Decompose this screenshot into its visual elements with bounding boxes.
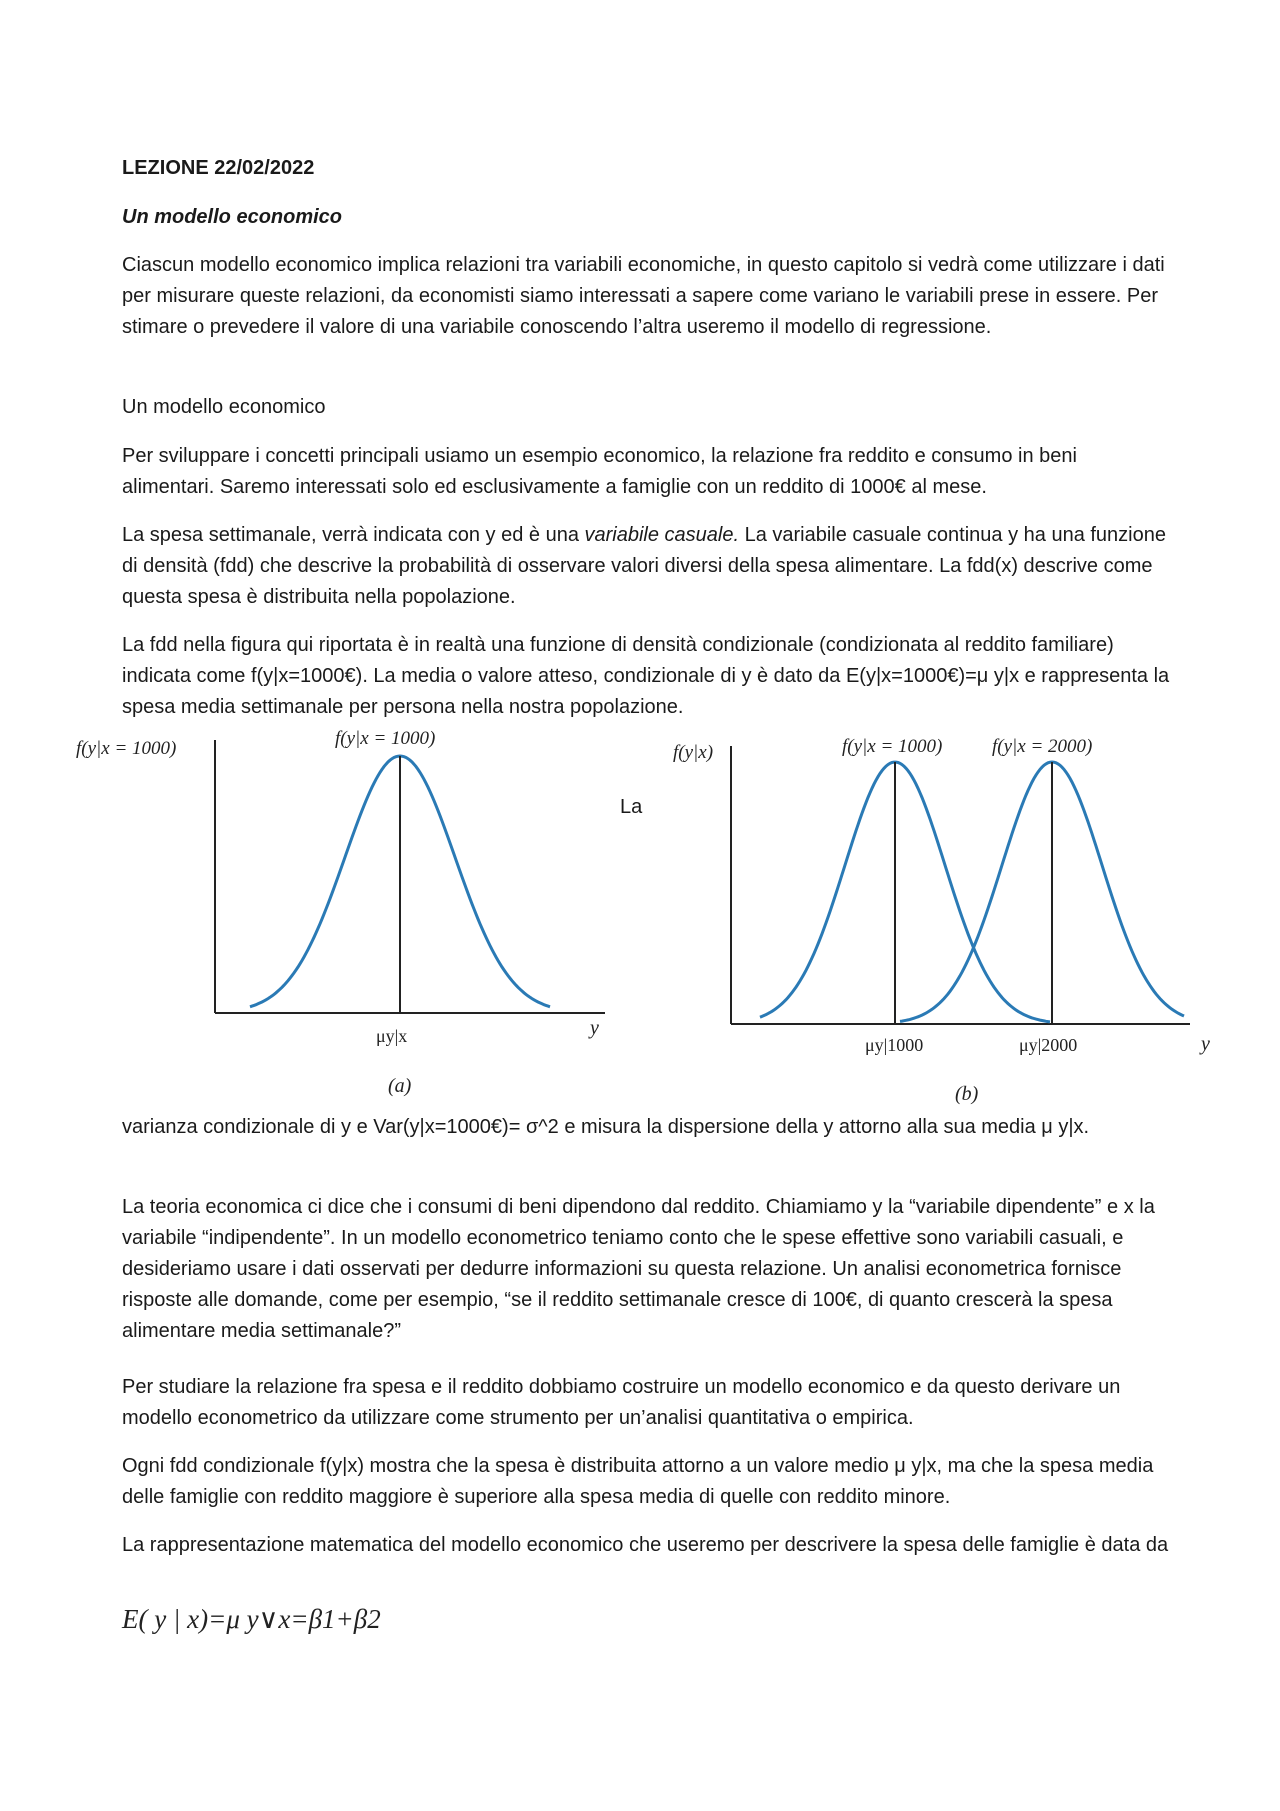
figure-b-density-curve-2000 — [900, 762, 1184, 1021]
paragraph-model: Per studiare la relazione fra spesa e il reddito dobbiamo costruire un modello economico e da questo derivare un modello econometrico da utilizzare come strumento per un’analisi quantitativa o empirica. — [122, 1376, 1121, 1429]
figure-b-curve2-label: f(y|x = 2000) — [992, 736, 1093, 757]
paragraph-weekly-spend — [122, 520, 1172, 613]
figure-a-svg — [70, 722, 630, 1102]
figure-b-ylabel: f(y|x) — [673, 742, 714, 763]
figure-b-mean2-label: μy|2000 — [1019, 1035, 1078, 1055]
figure-b-caption: (b) — [955, 1083, 979, 1105]
paragraph-variance: varianza condizionale di y e Var(y|x=1000€)= σ^2 e misura la dispersione della y attorno alla sua media μ y|x. — [122, 1116, 1090, 1138]
paragraph-heading: Un modello economico — [122, 396, 326, 418]
figure-b-curve1-label: f(y|x = 1000) — [842, 736, 943, 757]
paragraph-theory: La teoria economica ci dice che i consumi di beni dipendono dal reddito. Chiamiamo y la “variabile dipendente” e x la variabile “indipendente”. In un modello econometrico teniamo conto che le spese effettive sono variabili casuali, e desideriamo usare i dati osservati per dedurre informazioni su questa relazione. Un analisi econometrica fornisce risposte alle domande, come per esempio, “se il reddito settimanale cresce di 100€, di quanto crescerà la spesa alimentare media settimanale?” — [122, 1196, 1155, 1342]
figure-a-ylabel: f(y|x = 1000) — [76, 738, 177, 759]
section-subtitle: Un modello economico — [122, 206, 343, 228]
lesson-title: LEZIONE 22/02/2022 — [122, 157, 315, 179]
stray-word-la: La — [620, 796, 643, 818]
figure-a-caption: (a) — [388, 1075, 412, 1097]
figure-b-mean1-label: μy|1000 — [865, 1035, 924, 1055]
paragraph-conditional-density: La fdd nella figura qui riportata è in realtà una funzione di densità condizionale (condizionata al reddito familiare) indicata come f(y|x=1000€). La media o valore atteso, condizionale di y è dato da E(y|x=1000€)=μ y|x e rappresenta la spesa media settimanale per persona nella nostra popolazione. — [122, 634, 1170, 718]
figure-a-xlabel: y — [590, 1017, 599, 1039]
figure-b-xlabel: y — [1201, 1033, 1210, 1055]
paragraph-weekly-spend-a: La spesa settimanale, verrà indicata con y ed è una — [122, 524, 585, 546]
figure-a — [70, 722, 630, 1102]
paragraph-example: Per sviluppare i concetti principali usiamo un esempio economico, la relazione fra reddito e consumo in beni alimentari. Saremo interessati solo ed esclusivamente a famiglie con un reddito di 1000€ al mese. — [122, 445, 1077, 498]
figure-b-density-curve-1000 — [760, 762, 1050, 1022]
figure-a-curve-label: f(y|x = 1000) — [335, 728, 436, 749]
paragraph-weekly-spend-em: variabile casuale. — [584, 524, 740, 546]
paragraph-conditional-fdd: Ogni fdd condizionale f(y|x) mostra che la spesa è distribuita attorno a un valore medio μ y|x, ma che la spesa media delle famiglie con reddito maggiore è superiore alla spesa media di quelle con reddito minore. — [122, 1455, 1154, 1508]
paragraph-representation: La rappresentazione matematica del modello economico che useremo per descrivere la spesa delle famiglie è data da — [122, 1534, 1169, 1556]
figure-a-mean-label: μy|x — [376, 1026, 408, 1046]
figure-b-svg — [665, 722, 1225, 1107]
paragraph-weekly-spend-b: La variabile casuale continua y ha una funzione di densità (fdd) che descrive la probabilità di osservare valori diversi della spesa alimentare. La fdd(x) descrive come questa spesa è distribuita nella popolazione. — [122, 524, 1166, 608]
paragraph-intro: Ciascun modello economico implica relazioni tra variabili economiche, in questo capitolo si vedrà come utilizzare i dati per misurare queste relazioni, da economisti siamo interessati a sapere come variano le variabili prese in essere. Per stimare o prevedere il valore di una variabile conoscendo l’altra useremo il modello di regressione. — [122, 254, 1165, 338]
figure-b — [665, 722, 1225, 1107]
regression-formula: E( y | x)=μ y∨x=β1+β2 — [122, 1604, 381, 1634]
